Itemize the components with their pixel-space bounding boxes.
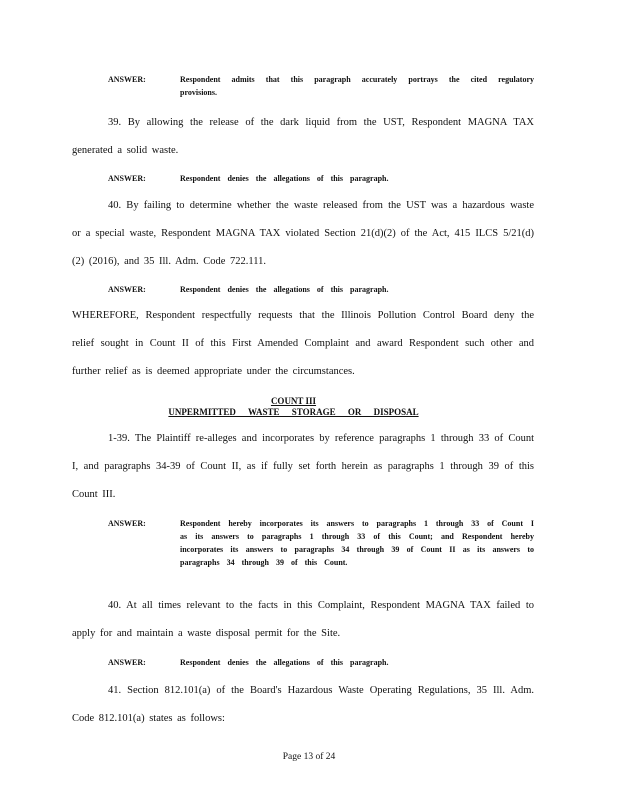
- answer-text: Respondent denies the allegations of this paragraph.: [180, 174, 389, 183]
- paragraph-text: 40. At all times relevant to the facts in this Complaint, Respondent MAGNA TAX failed to apply for and maintain a waste disposal permit for the Site.: [72, 600, 534, 639]
- answer-block: [108, 656, 534, 669]
- answer-label: ANSWER:: [108, 174, 146, 183]
- answer-block: [108, 172, 534, 185]
- count-heading: [165, 396, 422, 418]
- answer-label: ANSWER:: [108, 75, 146, 84]
- count-subtitle: UNPERMITTED WASTE STORAGE OR DISPOSAL: [168, 407, 419, 417]
- paragraph-40-count-iii: [72, 592, 534, 648]
- paragraph-40: [72, 192, 534, 276]
- paragraph-text: 41. Section 812.101(a) of the Board's Hazardous Waste Operating Regulations, 35 Ill. Adm. Code 812.101(a) states as follows:: [72, 685, 534, 724]
- answer-text: Respondent hereby incorporates its answers to paragraphs 1 through 33 of Count I as its answers to paragraphs 1 through 33 of this Count; and Respondent hereby incorporates its answers to paragraphs 34 through 39 of Count II as its answers to paragraphs 34 through 39 of this Count.: [180, 519, 534, 567]
- paragraph-text: 1-39. The Plaintiff re-alleges and incorporates by reference paragraphs 1 through 33 of Count I, and paragraphs 34-39 of Count II, as if fully set forth herein as paragraphs 1 through 39 of this Count III.: [72, 433, 534, 500]
- answer-text: Respondent denies the allegations of this paragraph.: [180, 285, 389, 294]
- paragraph-41: [72, 677, 534, 733]
- page-number: Page 13 of 24: [282, 752, 336, 762]
- paragraph-1-39: [72, 425, 534, 509]
- answer-block: [108, 73, 534, 99]
- answer-text: Respondent denies the allegations of this paragraph.: [180, 658, 389, 667]
- paragraph-text: 39. By allowing the release of the dark liquid from the UST, Respondent MAGNA TAX generated a solid waste.: [72, 117, 534, 156]
- answer-label: ANSWER:: [108, 519, 146, 528]
- answer-block: [108, 283, 534, 296]
- paragraph-text: 40. By failing to determine whether the waste released from the UST was a hazardous waste or a special waste, Respondent MAGNA TAX violated Section 21(d)(2) of the Act, 415 ILCS 5/21(d)(2) (2016), and 35 Ill. Adm. Code 722.111.: [72, 200, 534, 267]
- answer-label: ANSWER:: [108, 658, 146, 667]
- wherefore-paragraph: [72, 302, 534, 386]
- paragraph-39: [72, 109, 534, 165]
- answer-block: [108, 517, 534, 569]
- count-title: COUNT III: [270, 396, 317, 406]
- answer-label: ANSWER:: [108, 285, 146, 294]
- paragraph-text: WHEREFORE, Respondent respectfully requests that the Illinois Pollution Control Board deny the relief sought in Count II of this First Amended Complaint and award Respondent such other and further relief as is deemed appropriate under the circumstances.: [72, 310, 534, 377]
- answer-text: Respondent admits that this paragraph accurately portrays the cited regulatory provisions.: [180, 75, 534, 97]
